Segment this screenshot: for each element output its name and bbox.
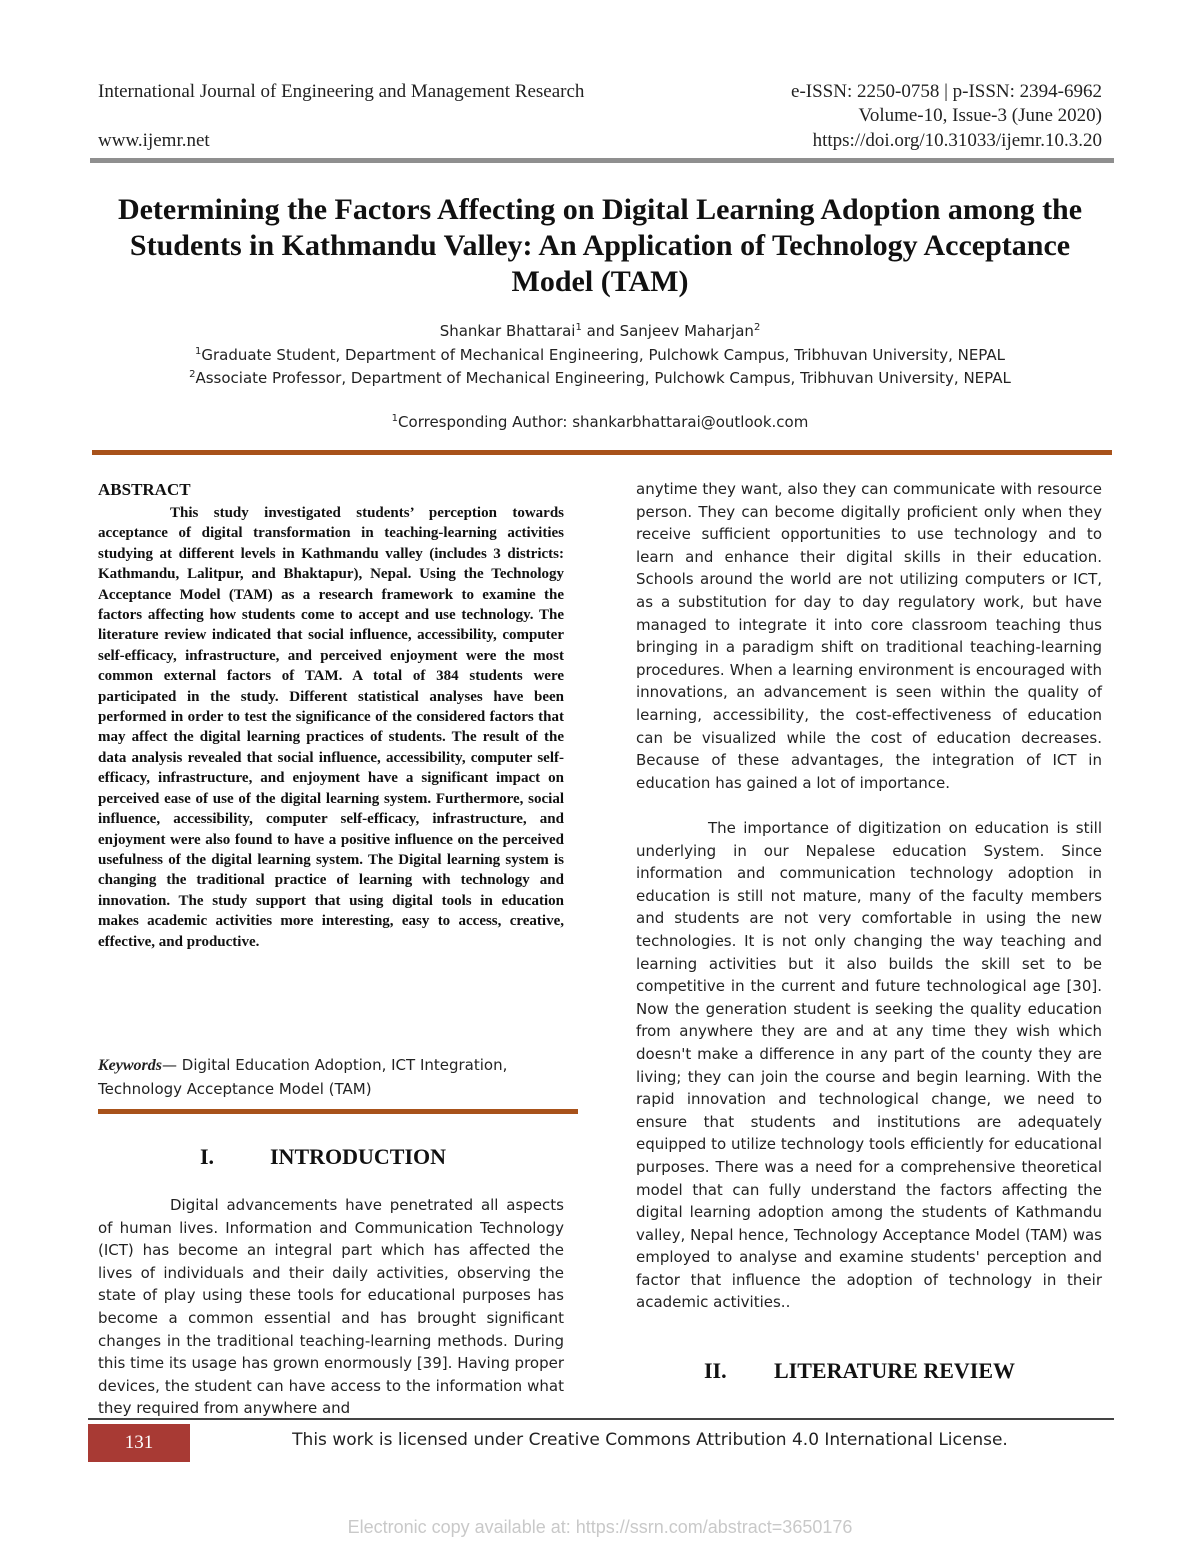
affiliation-2 — [100, 367, 1100, 389]
footer-rule — [88, 1418, 1114, 1420]
journal-website[interactable]: www.ijemr.net — [98, 130, 210, 151]
ssrn-watermark: Electronic copy available at: https://ssrn.com/abstract=3650176 — [347, 1517, 853, 1537]
section-heading-literature-review — [704, 1358, 1015, 1384]
author-connector: and — [581, 322, 620, 340]
doi-link[interactable]: https://doi.org/10.31033/ijemr.10.3.20 — [812, 130, 1102, 151]
abstract-heading: ABSTRACT — [98, 480, 191, 499]
affiliation-1-text: Graduate Student, Department of Mechanical Engineering, Pulchowk Campus, Tribhuvan University, NEPAL — [201, 346, 1006, 364]
title-rule — [92, 450, 1112, 455]
issn-line: e-ISSN: 2250-0758 | p-ISSN: 2394-6962 — [791, 81, 1102, 102]
section-title: INTRODUCTION — [270, 1144, 447, 1169]
corresponding-author — [100, 411, 1100, 433]
section-number: I. — [200, 1144, 215, 1169]
journal-name: International Journal of Engineering and Management Research — [98, 81, 585, 102]
author-1: Shankar Bhattarai — [439, 322, 576, 340]
keywords-text: Digital Education Adoption, ICT Integration, Technology Acceptance Model (TAM) — [98, 1056, 508, 1098]
intro-paragraph-1: Digital advancements have penetrated all aspects of human lives. Information and Communication Technology (ICT) has become an integral part which has affected the lives of individuals and their daily activities, observing the state of play using these tools for educational purposes has become a common essential and has brought significant changes in the traditional teaching-learning methods. During this time its usage has grown enormously [39]. Having proper devices, the student can have access to the information what they required from anywhere and — [98, 1196, 564, 1418]
affiliation-1-sup: 1 — [194, 346, 202, 357]
paper-title: Determining the Factors Affecting on Digital Learning Adoption among the Students in Kathmandu Valley: An Application of Technology Acceptance Model (TAM) — [117, 193, 1083, 298]
affiliation-2-sup: 2 — [189, 369, 196, 380]
abstract-section — [98, 480, 564, 952]
affiliation-2-text: Associate Professor, Department of Mechanical Engineering, Pulchowk Campus, Tribhuvan University, NEPAL — [195, 369, 1011, 387]
intro-paragraph-1-continued: anytime they want, also they can communicate with resource person. They can become digitally proficient only when they receive sufficient opportunities to use technology and to learn and enhance their digital skills in their education. Schools around the world are not utilizing computers or ICT, as a substitution for day to day regulatory work, but have managed to integrate it into core classroom teaching thus bringing in a paradigm shift on traditional teaching-learning procedures. When a learning environment is encouraged with innovations, an advancement is seen within the quality of learning, accessibility, the cost-effectiveness of education can be visualized while the cost of education decreases. Because of these advantages, the integration of ICT in education has gained a lot of importance. — [636, 480, 1102, 792]
author-2-sup: 2 — [753, 322, 761, 333]
section-heading-introduction — [200, 1144, 446, 1170]
keywords — [98, 1054, 564, 1100]
corresponding-text: Corresponding Author: shankarbhattarai@outlook.com — [398, 413, 809, 431]
section-number: II. — [704, 1358, 727, 1383]
section-title: LITERATURE REVIEW — [774, 1358, 1016, 1383]
affiliation-1 — [100, 344, 1100, 366]
keywords-label: Keywords — [98, 1057, 162, 1074]
header-rule — [90, 158, 1114, 163]
keywords-rule — [98, 1109, 578, 1114]
license-text: This work is licensed under Creative Commons Attribution 4.0 International License. — [292, 1430, 1008, 1450]
page-number: 131 — [88, 1424, 190, 1462]
abstract-text: This study investigated students’ perception towards acceptance of digital transformation in teaching-learning activities studying at different levels in Kathmandu valley (includes 3 districts: Kathmandu, Lalitpur, and Bhaktapur), Nepal. Using the Technology Acceptance Model (TAM) as a research framework to examine the factors affecting how students come to accept and use technology. The literature review indicated that social influence, accessibility, computer self-efficacy, infrastructure, and perceived enjoyment were the most common external factors of TAM. A total of 384 students were participated in the study. Different statistical analyses have been performed in order to test the significance of the considered factors that may affect the digital learning practices of students. The result of the data analysis revealed that social influence, accessibility, computer self-efficacy, infrastructure, and enjoyment have a significant impact on perceived ease of use of the digital learning system. Furthermore, social influence, accessibility, computer self-efficacy, infrastructure, and enjoyment were also found to have a positive influence on the perceived usefulness of the digital learning system. The Digital learning system is changing the traditional practice of learning with technology and innovation. The study support that using digital tools in education makes academic activities more interesting, easy to access, creative, effective, and productive. — [98, 505, 564, 950]
author-2: Sanjeev Maharjan — [619, 322, 754, 340]
volume-line: Volume-10, Issue-3 (June 2020) — [858, 105, 1102, 126]
corresponding-sup: 1 — [391, 413, 399, 424]
intro-paragraph-2: The importance of digitization on education is still underlying in our Nepalese education System. Since information and communication technology adoption in education is still not mature, many of the faculty members and students are not very comfortable in using the new technologies. It is not only changing the way teaching and learning activities but it also builds the skill set to be competitive in the current and future technological age [30]. Now the generation student is seeking the quality education from anywhere they are and at any time they wish which doesn't make a difference in any part of the county they are living; they can join the course and begin learning. With the rapid innovation and technological change, we need to ensure that students and institutions are adequately equipped to utilize technology tools efficiently for educational purposes. There was a need for a comprehensive theoretical model that can fully understand the factors affecting the digital learning adoption among the students of Kathmandu valley, Nepal hence, Technology Acceptance Model (TAM) was employed to analyse and examine students' perception and factor that influence the adoption of technology in their academic activities.. — [636, 819, 1102, 1312]
author-1-sup: 1 — [575, 322, 582, 333]
keywords-dash: — — [162, 1056, 182, 1074]
author-line — [100, 320, 1100, 342]
